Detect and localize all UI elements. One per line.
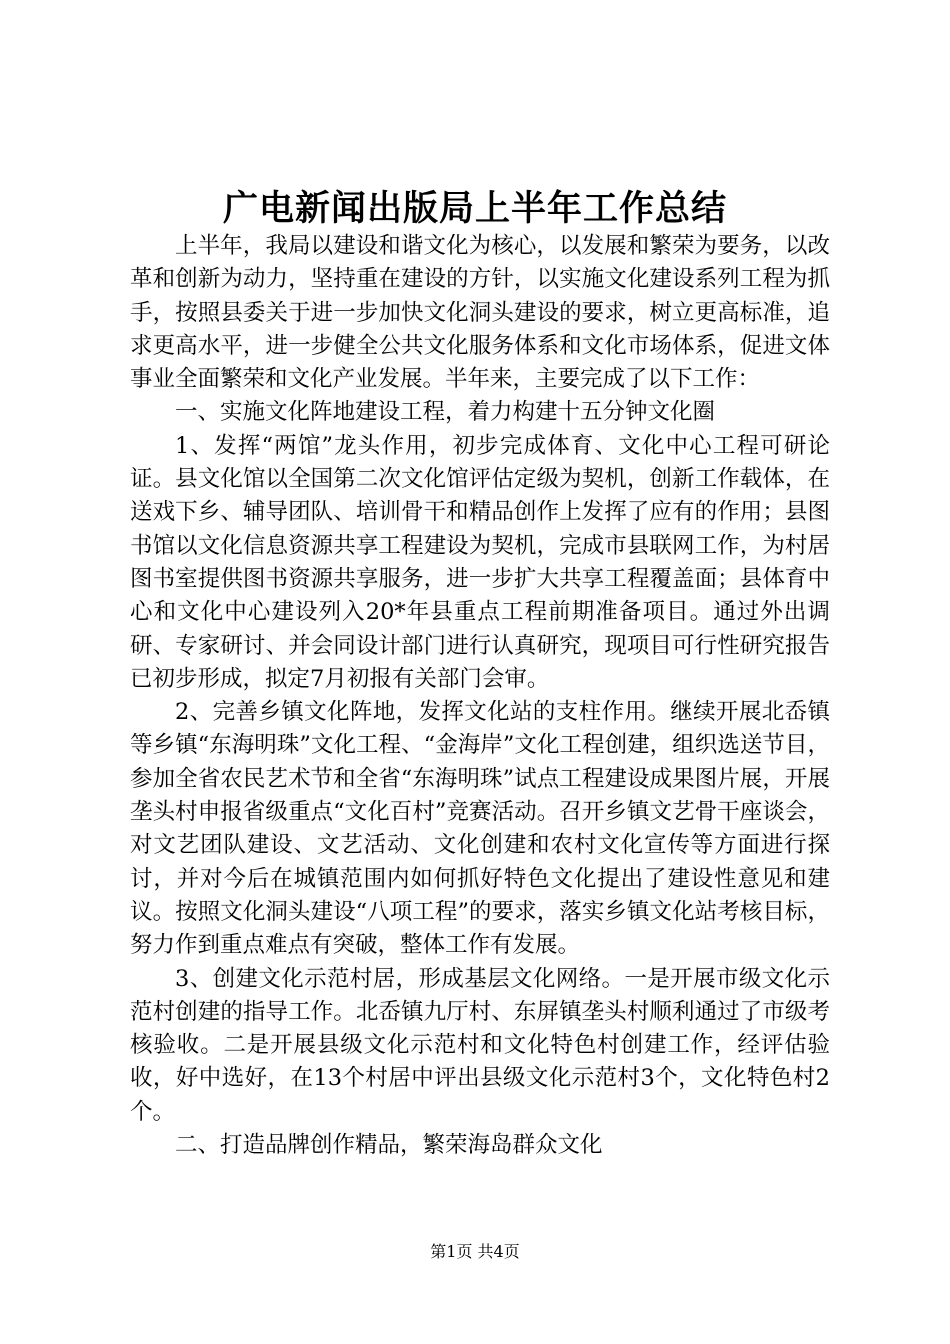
document-body (130, 230, 830, 1162)
paragraph-intro: 上半年，我局以建设和谐文化为核心，以发展和繁荣为要务，以改革和创新为动力，坚持重在建设的方针，以实施文化建设系列工程为抓手，按照县委关于进一步加快文化洞头建设的要求，树立更高标准，追求更高水平，进一步健全公共文化服务体系和文化市场体系，促进文体事业全面繁荣和文化产业发展。半年来，主要完成了以下工作： (130, 233, 830, 393)
section-heading-2: 二、打造品牌创作精品，繁荣海岛群众文化 (175, 1132, 603, 1159)
paragraph-item-1: 1、发挥“两馆”龙头作用，初步完成体育、文化中心工程可研论证。县文化馆以全国第二次文化馆评估定级为契机，创新工作载体，在送戏下乡、辅导团队、培训骨干和精品创作上发挥了应有的作用；县图书馆以文化信息资源共享工程建设为契机，完成市县联网工作，为村居图书室提供图书资源共享服务，进一步扩大共享工程覆盖面；县体育中心和文化中心建设列入20*年县重点工程前期准备项目。通过外出调研、专家研讨、并会同设计部门进行认真研究，现项目可行性研究报告已初步形成，拟定7月初报有关部门会审。 (130, 432, 830, 692)
document-title: 广电新闻出版局上半年工作总结 (222, 188, 727, 229)
paragraph-item-3: 3、创建文化示范村居，形成基层文化网络。一是开展市级文化示范村创建的指导工作。北岙镇九厅村、东屏镇垄头村顺利通过了市级考核验收。二是开展县级文化示范村和文化特色村创建工作，经评估验收，好中选好，在13个村居中评出县级文化示范村3个，文化特色村2个。 (130, 965, 830, 1125)
paragraph-item-2: 2、完善乡镇文化阵地，发挥文化站的支柱作用。继续开展北岙镇等乡镇“东海明珠”文化工程、“金海岸”文化工程创建，组织选送节目，参加全省农民艺术节和全省“东海明珠”试点工程建设成果图片展，开展垄头村申报省级重点“文化百村”竞赛活动。召开乡镇文艺骨干座谈会，对文艺团队建设、文艺活动、文化创建和农村文化宣传等方面进行探讨，并对今后在城镇范围内如何抓好特色文化提出了建设性意见和建议。按照文化洞头建设“八项工程”的要求，落实乡镇文化站考核目标，努力作到重点难点有突破，整体工作有发展。 (130, 699, 830, 959)
section-heading-1: 一、实施文化阵地建设工程，着力构建十五分钟文化圈 (175, 399, 716, 426)
page-number-footer: 第1页 共4页 (430, 1242, 520, 1261)
